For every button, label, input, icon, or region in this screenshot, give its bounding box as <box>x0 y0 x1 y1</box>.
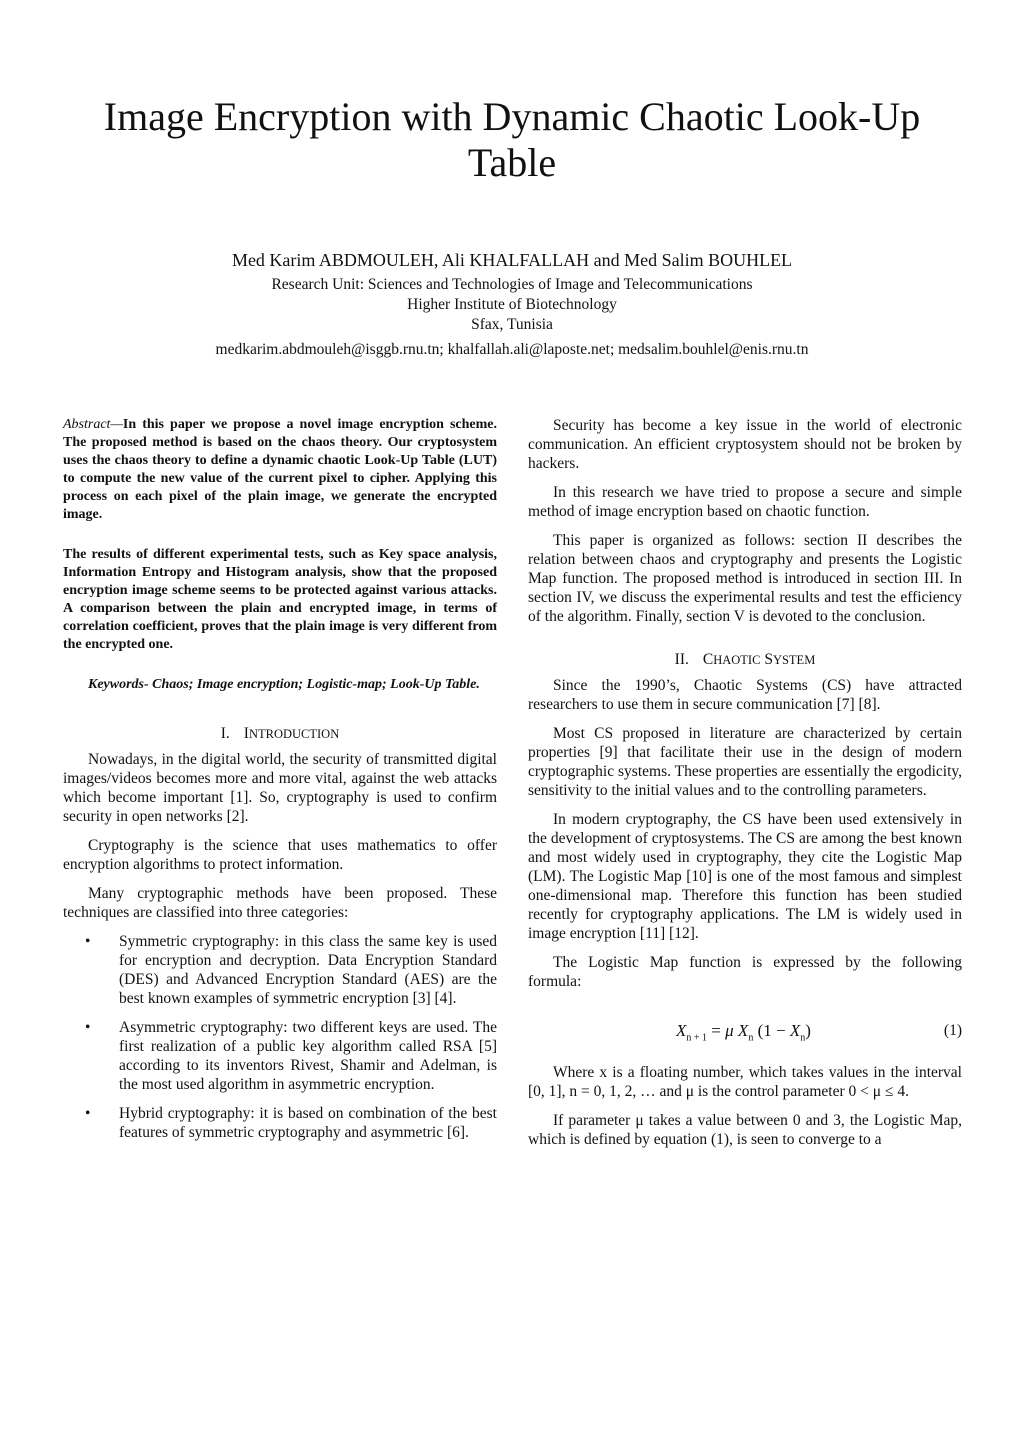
chaos-paragraph-6: If parameter μ takes a value between 0 and 3, the Logistic Map, which is defined by equation (1), is seen to converge to a <box>528 1112 962 1148</box>
section-title-initial: S <box>764 651 773 668</box>
intro-paragraph-4: Security has become a key issue in the world of electronic communication. An efficient cryptosystem should not be broken by hackers. <box>528 417 962 472</box>
affiliation-unit: Research Unit: Sciences and Technologies of Image and Telecommunications <box>271 276 753 293</box>
eq-x2: X <box>789 1021 801 1040</box>
section-heading-chaotic-system <box>528 650 962 670</box>
bullet-icon: • <box>85 1105 91 1122</box>
bullet-icon: • <box>85 1019 91 1036</box>
list-item-text: Hybrid cryptography: it is based on combination of the best features of symmetric cryptography and asymmetric [6]. <box>119 1105 497 1141</box>
eq-x2-sub: n <box>800 1032 806 1044</box>
section-title-initial: I <box>243 725 249 742</box>
eq-paren-open: (1 − <box>753 1021 790 1040</box>
intro-paragraph-1: Nowadays, in the digital world, the security of transmitted digital images/videos becomes more and more vital, against the web attacks which become important [1]. So, cryptography is used to confirm security in open networks [2]. <box>63 751 497 825</box>
intro-paragraph-2: Cryptography is the science that uses mathematics to offer encryption algorithms to protect information. <box>63 837 497 873</box>
abstract-paragraph-2: The results of different experimental tests, such as Key space analysis, Information Entropy and Histogram analysis, show that the proposed encryption image scheme seems to be protected against various attacks. A comparison between the plain and encrypted image, in terms of correlation coefficient, proves that the plain image is very different from the encrypted one. <box>63 547 497 652</box>
eq-x: X <box>737 1021 749 1040</box>
eq-mu: μ <box>725 1021 734 1040</box>
paper-title: Image Encryption with Dynamic Chaotic Look-Up Table <box>103 94 921 185</box>
abstract-label: Abstract— <box>63 417 123 432</box>
section-title-initial: C <box>702 651 714 668</box>
list-item-hybrid <box>63 1104 497 1142</box>
right-column <box>528 416 962 1149</box>
equation-number: (1) <box>943 1022 962 1039</box>
chaos-paragraph-3: In modern cryptography, the CS have been used extensively in the development of cryptosystems. The CS are among the best known and most widely used in cryptography, they cite the Logistic Map (LM). The Logistic Map [10] is one of the most famous and simplest one-dimensional map. Therefore this function has been studied recently for cryptography applications. The LM is widely used in image encryption [11] [12]. <box>528 811 962 942</box>
eq-x-sub: n <box>748 1032 754 1044</box>
section-title-rest: YSTEM <box>772 653 816 667</box>
bullet-icon: • <box>85 933 91 950</box>
abstract-paragraph-1 <box>63 416 497 524</box>
chaos-paragraph-4: The Logistic Map function is expressed by the following formula: <box>528 954 962 990</box>
section-title-rest: HAOTIC <box>713 653 761 667</box>
section-heading-introduction <box>63 724 497 744</box>
logistic-map-equation <box>528 1019 962 1049</box>
section-number: II. <box>674 651 689 668</box>
eq-lhs-sub: n + 1 <box>686 1032 708 1044</box>
affiliation-location: Sfax, Tunisia <box>471 316 553 333</box>
intro-paragraph-5: In this research we have tried to propose a secure and simple method of image encryption based on chaotic function. <box>528 484 962 520</box>
section-title-rest: NTRODUCTION <box>248 727 340 741</box>
eq-paren-close: ) <box>805 1021 811 1040</box>
author-emails: medkarim.abdmouleh@isggb.rnu.tn; khalfallah.ali@laposte.net; medsalim.bouhlel@enis.rnu.tn <box>215 341 809 358</box>
intro-paragraph-3: Many cryptographic methods have been proposed. These techniques are classified into three categories: <box>63 885 497 921</box>
left-column <box>63 416 497 1142</box>
chaos-paragraph-5: Where x is a floating number, which takes values in the interval [0, 1], n = 0, 1, 2, … and μ is the control parameter 0 < μ ≤ 4. <box>528 1064 962 1100</box>
section-number: I. <box>220 725 230 742</box>
equation-body <box>676 1021 811 1047</box>
eq-equals: = <box>707 1021 726 1040</box>
author-list: Med Karim ABDMOULEH, Ali KHALFALLAH and Med Salim BOUHLEL <box>231 250 793 270</box>
abstract-text-1: In this paper we propose a novel image encryption scheme. The proposed method is based on the chaos theory. Our cryptosystem uses the chaos theory to define a dynamic chaotic Look-Up Table (LUT) to compute the new value of the current pixel to cipher. Applying this process on each pixel of the plain image, we generate the encrypted image. <box>63 417 497 522</box>
chaos-paragraph-2: Most CS proposed in literature are characterized by certain properties [9] that facilitate their use in the design of modern cryptographic systems. These properties are essentially the ergodicity, sensitivity to the initial values and to the controlling parameters. <box>528 725 962 799</box>
intro-paragraph-6: This paper is organized as follows: section II describes the relation between chaos and cryptography and presents the Logistic Map function. The proposed method is introduced in section III. In section IV, we discuss the experimental results and test the efficiency of the algorithm. Finally, section V is devoted to the conclusion. <box>528 532 962 625</box>
list-item-symmetric <box>63 932 497 1008</box>
keywords: Keywords- Chaos; Image encryption; Logistic-map; Look-Up Table. <box>88 677 480 692</box>
list-item-text: Asymmetric cryptography: two different keys are used. The first realization of a public key algorithm called RSA [5] according to its inventors Rivest, Shamir and Adelman, is the most used algorithm in asymmetric encryption. <box>119 1019 497 1093</box>
category-list <box>63 932 497 1142</box>
list-item-asymmetric <box>63 1018 497 1094</box>
eq-lhs: X <box>676 1021 687 1040</box>
list-item-text: Symmetric cryptography: in this class the same key is used for encryption and decryption. Data Encryption Standard (DES) and Advanced Encryption Standard (AES) are the best known examples of symmetric encryption [3] [4]. <box>119 933 497 1007</box>
affiliation-institute: Higher Institute of Biotechnology <box>407 296 617 313</box>
affiliation-block <box>60 275 964 335</box>
chaos-paragraph-1: Since the 1990’s, Chaotic Systems (CS) have attracted researchers to use them in secure communication [7] [8]. <box>528 677 962 713</box>
